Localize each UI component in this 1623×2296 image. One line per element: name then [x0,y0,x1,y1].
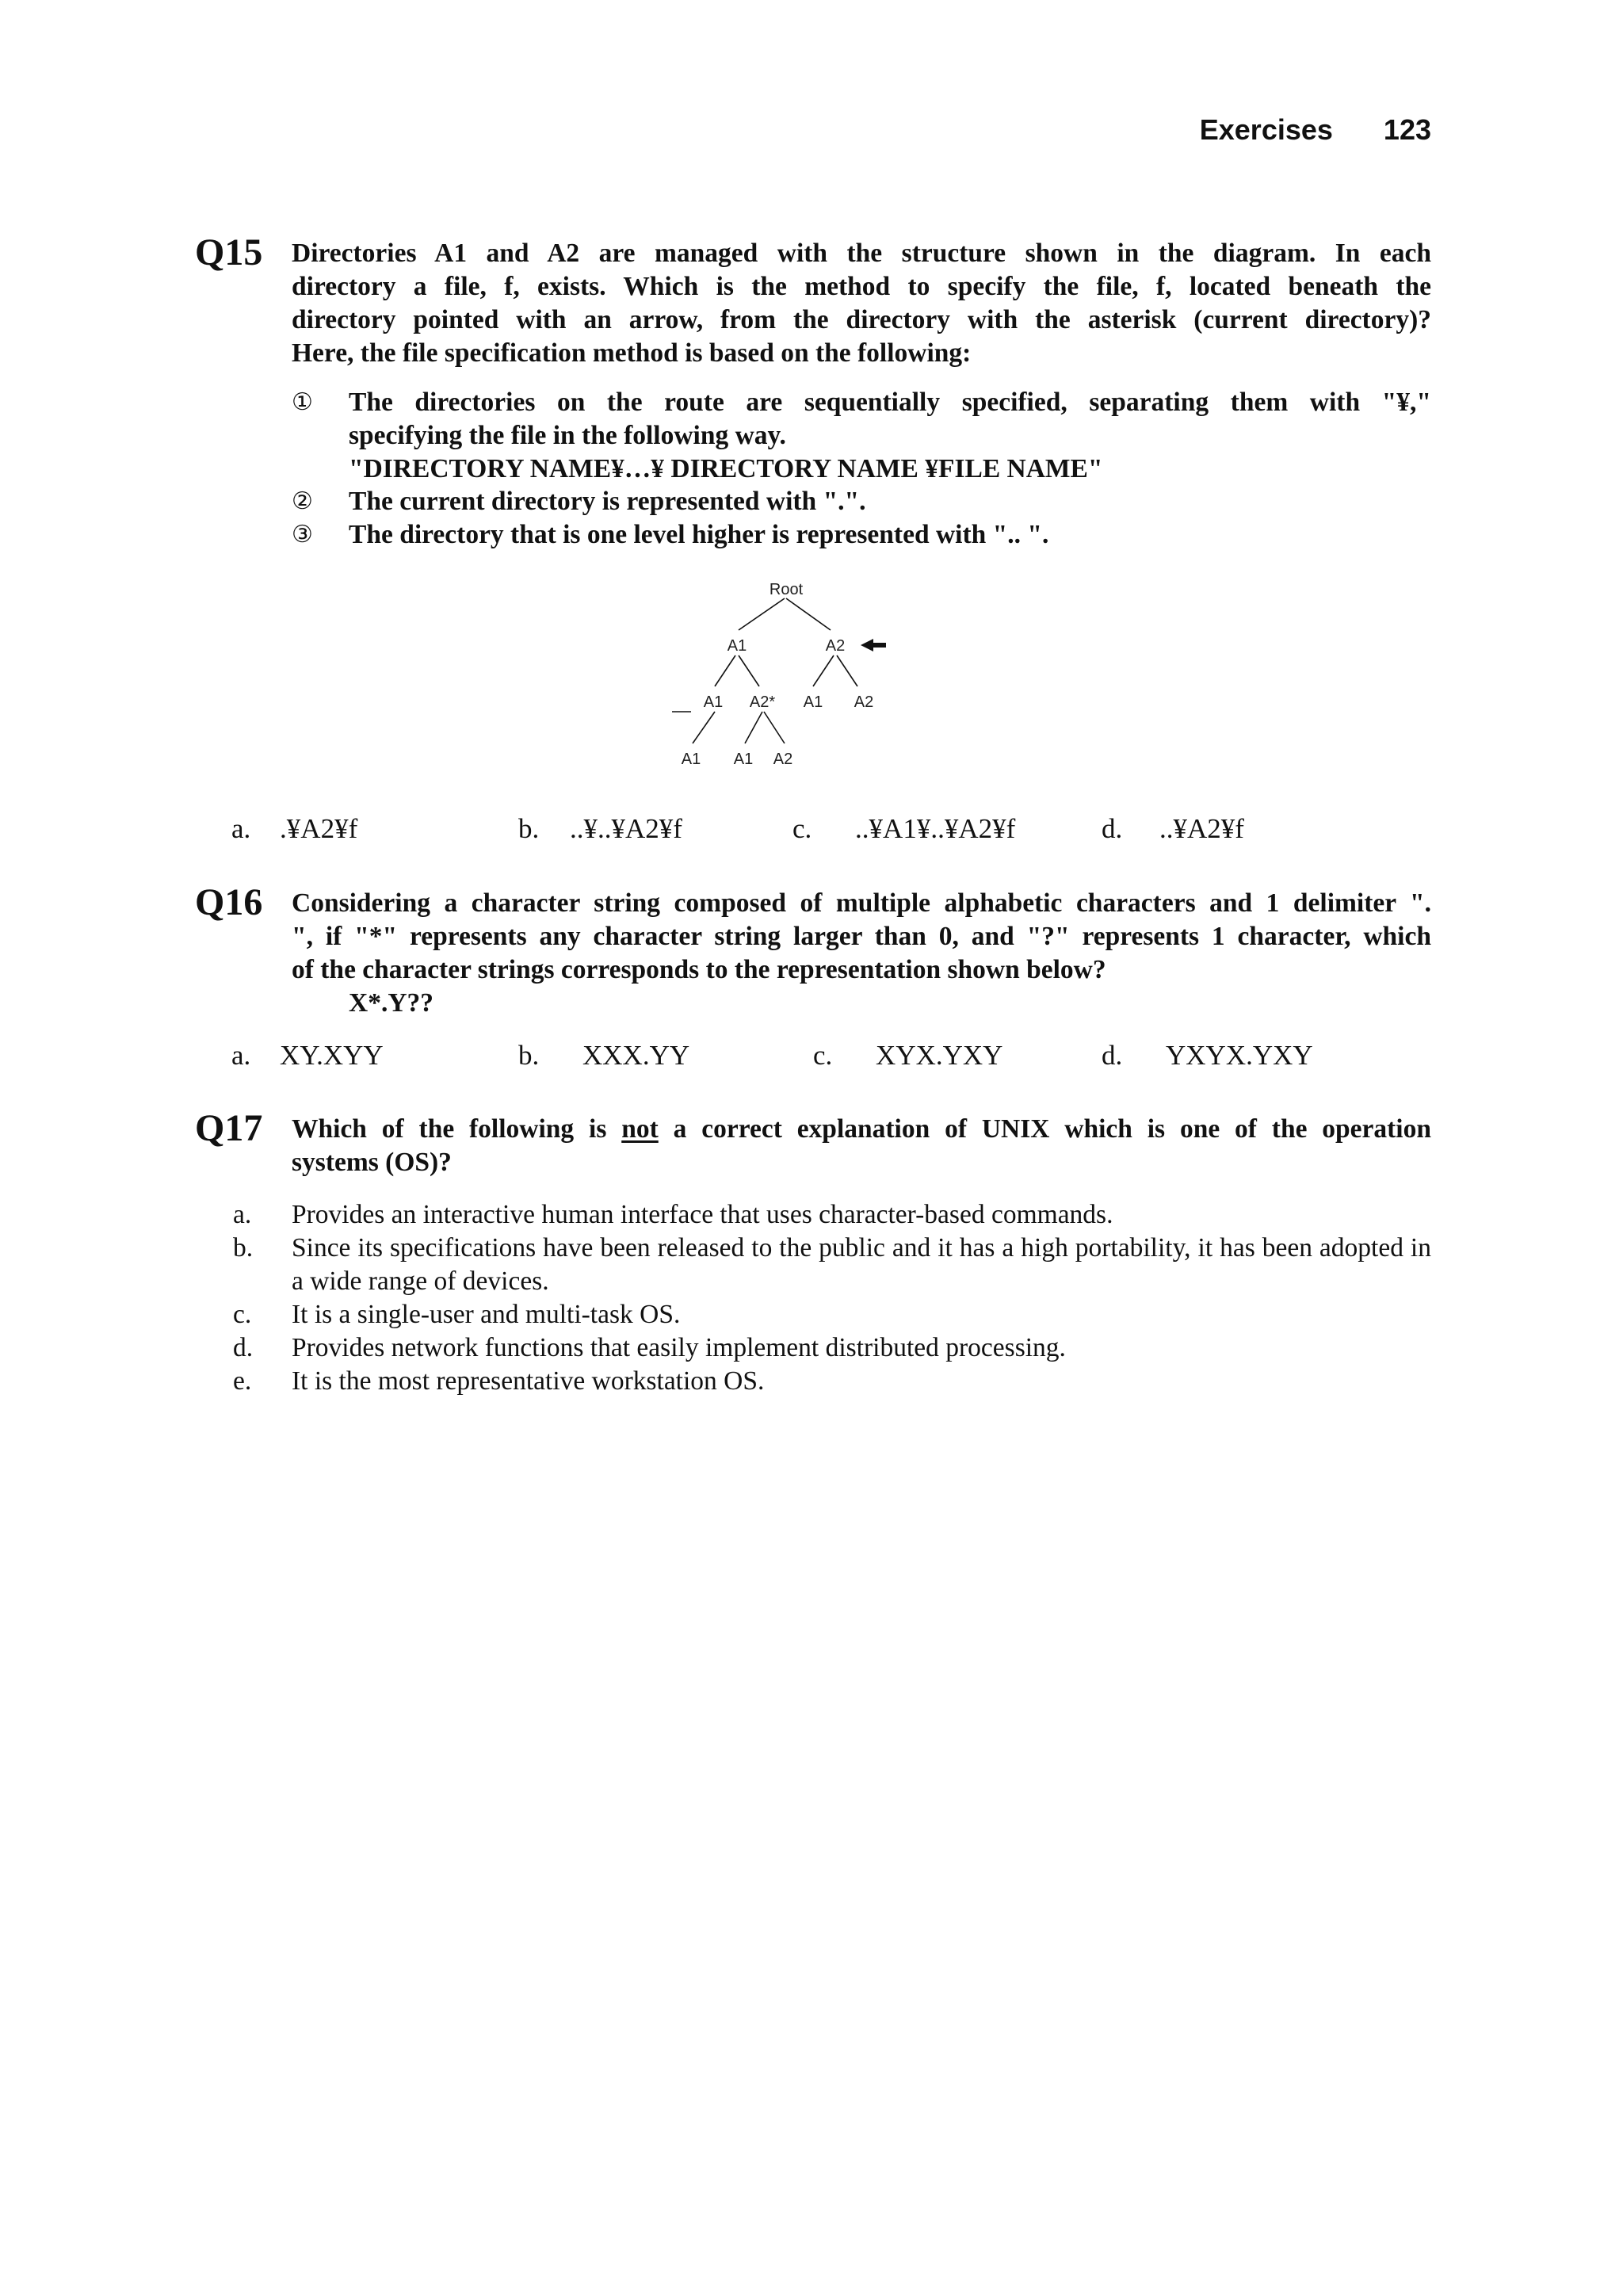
tree-node: A1 [803,693,823,711]
question-text [292,237,1431,370]
option-d: d. Provides network functions that easily implement distributed processing. [233,1333,1066,1362]
circled-two-icon: ② [292,487,313,515]
circled-three-icon: ③ [292,521,313,548]
section-title: Exercises [1199,113,1333,146]
choice-a: a. XY.XYY [231,1040,384,1071]
tree-node: A1 [727,637,747,655]
q17-options [195,1198,1431,1398]
choice-c: c. XYX.YXY [813,1040,1003,1071]
tree-node: A2 [854,693,874,711]
option-e: e. It is the most representative workstation OS. [233,1366,765,1396]
question-line: systems (OS)? [292,1148,452,1177]
question-line: Which of the following is not a correct explanation of UNIX which is one of the operation [292,1114,1431,1144]
rule-line: The directory that is one level higher is represented with ".. ". [349,520,1049,549]
tree-node: A1 [733,751,754,768]
tree-node-current: A2* [749,693,776,711]
emphasis-not: not [621,1114,659,1144]
question-number: Q15 [195,231,263,273]
option-c: c. It is a single-user and multi-task OS. [233,1300,681,1329]
question-line: directory pointed with an arrow, from the directory with the asterisk (current directory)? [292,305,1431,334]
rule-line: The directories on the route are sequentially specified, separating them with "¥," [349,388,1431,417]
page-number: 123 [1383,113,1431,146]
option-b: b. Since its specifications have been released to the public and it has a high portability, it has been adopted in a wide range of devices. [233,1233,1431,1296]
question-line: directory a file, f, exists. Which is the method to specify the file, f, located beneath the [292,272,1431,301]
choice-b: b. XXX.YY [518,1040,690,1071]
question-number: Q17 [195,1107,263,1149]
arrow-left-icon [861,639,886,651]
question-number: Q16 [195,881,263,923]
choice-a: a. .¥A2¥f [231,813,358,844]
rule-line: specifying the file in the following way. [349,421,786,450]
question-line: Directories A1 and A2 are managed with the structure shown in the diagram. In each [292,239,1431,268]
tree-node: A1 [681,751,701,768]
tree-node: A1 [703,693,724,711]
circled-one-icon: ① [292,388,313,416]
directory-tree-diagram [650,571,903,777]
choice-d: d. ..¥A2¥f [1102,813,1244,844]
tree-node: A2 [825,637,846,655]
question-line: Considering a character string composed of multiple alphabetic characters and 1 delimiter ". [292,888,1431,918]
option-a: a. Provides an interactive human interface that uses character-based commands. [233,1200,1113,1229]
tree-node-root: Root [769,581,804,598]
question-text [292,1113,1431,1179]
page-header [1200,113,1431,147]
rule-line: The current directory is represented with ".". [349,487,866,516]
tree-node: A2 [773,751,793,768]
question-line: ", if "*" represents any character string larger than 0, and "?" represents 1 character, which [292,922,1431,951]
pattern: X*.Y?? [349,988,434,1018]
choice-d: d. YXYX.YXY [1102,1040,1313,1071]
rule-line: "DIRECTORY NAME¥…¥ DIRECTORY NAME ¥FILE NAME" [349,454,1103,483]
question-text [292,887,1431,1020]
question-line: Here, the file specification method is based on the following: [292,338,972,368]
choice-b: b. ..¥..¥A2¥f [518,813,682,844]
question-line: of the character strings corresponds to the representation shown below? [292,955,1106,984]
choice-c: c. ..¥A1¥..¥A2¥f [792,813,1016,844]
